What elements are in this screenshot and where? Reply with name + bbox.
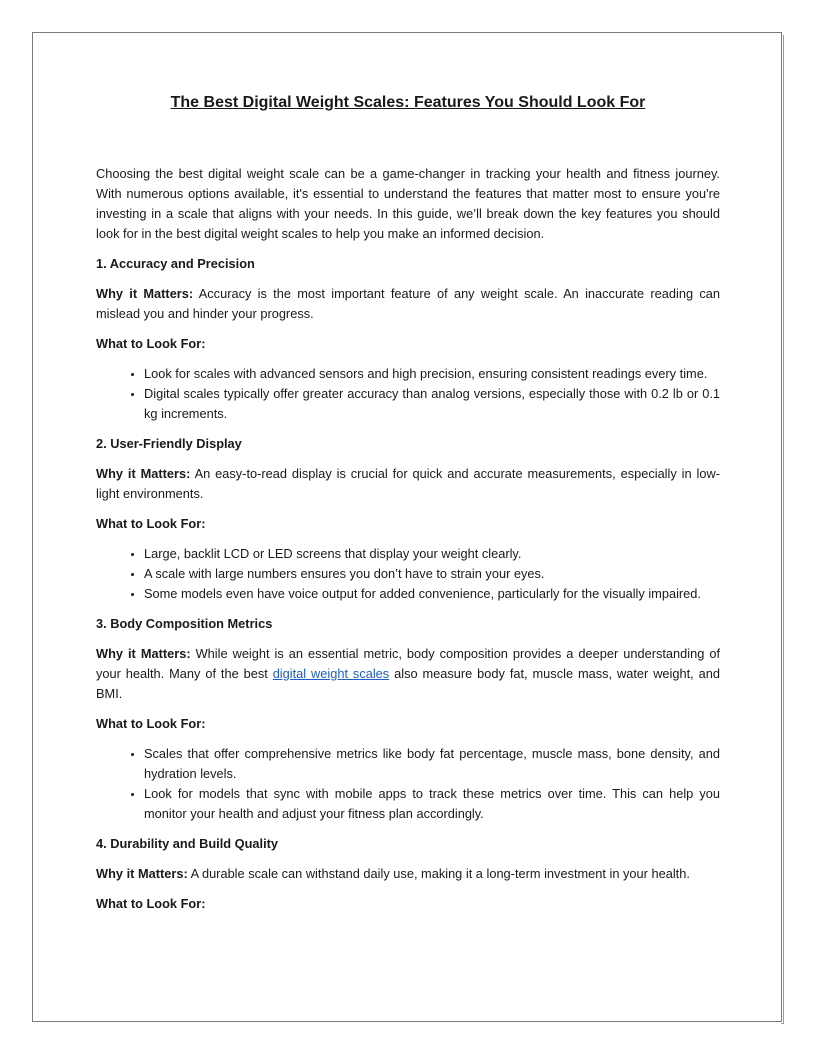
section-1-list bbox=[96, 364, 720, 424]
document-title: The Best Digital Weight Scales: Features You Should Look For bbox=[170, 94, 646, 111]
section-3-heading: 3. Body Composition Metrics bbox=[96, 616, 273, 631]
section-4-what-label: What to Look For: bbox=[96, 896, 206, 911]
section-3-why bbox=[96, 644, 720, 704]
section-3-why-pre: While weight is an essential metric, body composition provides a deeper understanding of your health. Many of the best bbox=[96, 646, 720, 681]
why-label: Why it Matters: bbox=[96, 466, 191, 481]
section-1-why-text: Accuracy is the most important feature of any weight scale. An inaccurate reading can mislead you and hinder your progress. bbox=[96, 286, 720, 321]
section-2-why bbox=[96, 464, 720, 504]
section-3-why-post: also measure body fat, muscle mass, water weight, and BMI. bbox=[96, 666, 720, 701]
section-2-what-label: What to Look For: bbox=[96, 516, 206, 531]
list-item: • Large, backlit LCD or LED screens that display your weight clearly. bbox=[144, 544, 720, 564]
list-item: • Digital scales typically offer greater accuracy than analog versions, especially those with 0.2 lb or 0.1 kg increments. bbox=[144, 384, 720, 424]
section-4-why-text: A durable scale can withstand daily use, making it a long-term investment in your health. bbox=[187, 866, 690, 881]
section-3-list bbox=[96, 744, 720, 824]
section-3-what-label: What to Look For: bbox=[96, 716, 206, 731]
list-item: • Scales that offer comprehensive metrics like body fat percentage, muscle mass, bone density, and hydration levels. bbox=[144, 744, 720, 784]
list-item: • Look for scales with advanced sensors and high precision, ensuring consistent readings every time. bbox=[144, 364, 720, 384]
section-2-heading: 2. User-Friendly Display bbox=[96, 436, 242, 451]
why-label: Why it Matters: bbox=[96, 866, 188, 881]
document-body bbox=[96, 92, 720, 924]
section-1-what-label: What to Look For: bbox=[96, 336, 206, 351]
why-label: Why it Matters: bbox=[96, 286, 194, 301]
list-item: • A scale with large numbers ensures you don’t have to strain your eyes. bbox=[144, 564, 720, 584]
section-1-heading: 1. Accuracy and Precision bbox=[96, 256, 255, 271]
list-item: • Some models even have voice output for added convenience, particularly for the visually impaired. bbox=[144, 584, 720, 604]
intro-paragraph: Choosing the best digital weight scale can be a game-changer in tracking your health and fitness journey. With numerous options available, it's essential to understand the features that matter most to ensure you're investing in a scale that aligns with your needs. In this guide, we’ll break down the key features you should look for in the best digital weight scales to help you make an informed decision. bbox=[96, 166, 720, 241]
digital-weight-scales-link[interactable]: digital weight scales bbox=[272, 666, 390, 681]
section-4-heading: 4. Durability and Build Quality bbox=[96, 836, 279, 851]
section-2-why-text: An easy-to-read display is crucial for quick and accurate measurements, especially in low-light environments. bbox=[96, 466, 720, 501]
why-label: Why it Matters: bbox=[96, 646, 191, 661]
list-item: • Look for models that sync with mobile apps to track these metrics over time. This can help you monitor your health and adjust your fitness plan accordingly. bbox=[144, 784, 720, 824]
section-1-why bbox=[96, 284, 720, 324]
section-4-why bbox=[96, 864, 720, 884]
section-2-list bbox=[96, 544, 720, 604]
